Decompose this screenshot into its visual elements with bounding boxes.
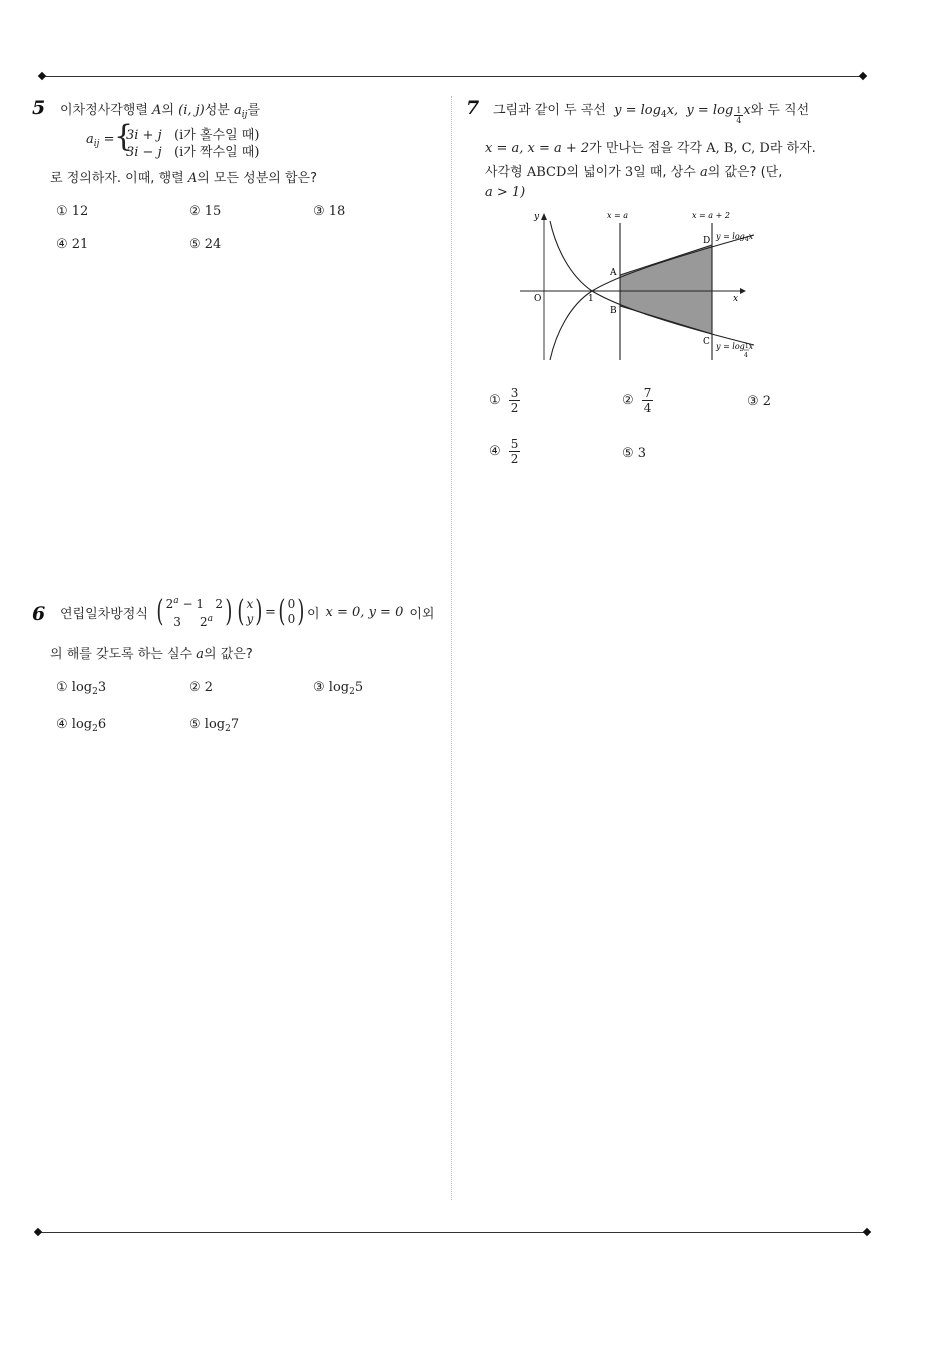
choice-text: log <box>71 680 93 695</box>
text: 의 값은? (단, <box>707 165 783 180</box>
choice-mark: ③ <box>313 680 325 695</box>
area-value: 3 <box>624 165 634 180</box>
choice-mark: ④ <box>56 717 68 732</box>
text: 그림과 같이 두 곡선 <box>493 103 606 118</box>
element-subscript: ij <box>241 110 248 120</box>
choice-mark: ④ <box>489 444 501 459</box>
entry: x <box>246 597 254 611</box>
text: 의 모든 성분의 합은? <box>197 171 317 186</box>
right-paren: ) <box>297 594 305 629</box>
choice-5[interactable]: ⑤ 24 <box>189 237 222 252</box>
bottom-rule <box>38 1232 868 1233</box>
choice-fraction <box>509 437 521 466</box>
quadrilateral-name: ABCD <box>526 165 567 180</box>
variable: a <box>196 647 205 662</box>
question-text-line-3 <box>485 161 782 180</box>
question-text-line-2 <box>50 167 317 186</box>
text: 의 <box>161 103 174 118</box>
equations: x = a, x = a + 2 <box>485 141 590 156</box>
choice-text: 3 <box>637 446 647 461</box>
x-axis-arrow <box>740 288 746 294</box>
left-paren: ( <box>156 594 164 629</box>
curve-label-text: y = log <box>716 342 745 351</box>
label-x-equals-a: x = a <box>607 211 629 220</box>
definition-lhs <box>86 132 114 149</box>
choice-1[interactable] <box>489 386 520 415</box>
log-base: 4 <box>660 110 667 120</box>
case-condition: (i가 짝수일 때) <box>174 145 260 160</box>
top-rule-right-diamond <box>859 72 867 80</box>
label-curve-log-quarter-den: 4 <box>744 352 748 359</box>
bottom-rule-left-diamond <box>34 1228 42 1236</box>
label-curve-log-quarter <box>715 342 754 351</box>
log-base-fraction <box>734 106 743 125</box>
label-curve-log4 <box>715 232 754 243</box>
denominator: 2 <box>510 401 519 415</box>
label-x-equals-a-plus-2: x = a + 2 <box>692 211 730 220</box>
choice-text: log <box>71 717 93 732</box>
left-brace: { <box>114 119 134 154</box>
matrix-symbol: A <box>187 171 198 186</box>
variable: a <box>699 165 708 180</box>
choice-mark: ⑤ <box>189 717 201 732</box>
choice-subscript: 2 <box>92 724 98 734</box>
choice-subscript: 2 <box>92 687 98 697</box>
curve-1: y = log <box>614 103 661 118</box>
entry: 2 <box>165 597 174 611</box>
text: 의 해를 갖도록 하는 실수 <box>50 647 193 662</box>
curve-label-end: x <box>748 232 754 241</box>
curve-2: y = log <box>686 103 734 118</box>
entry: 3 <box>173 615 181 629</box>
curve-2-end: x <box>743 103 751 118</box>
text: 로 정의하자. 이때, 행렬 <box>50 171 184 186</box>
choice-mark: ⑤ <box>622 446 634 461</box>
entry: 0 <box>287 612 296 626</box>
top-rule-left-diamond <box>38 72 46 80</box>
choice-2[interactable]: ② 15 <box>189 204 222 219</box>
question-number: 6 <box>32 603 46 625</box>
choice-argument: 6 <box>97 717 107 732</box>
bottom-rule-right-diamond <box>863 1228 871 1236</box>
choice-argument: 5 <box>354 680 364 695</box>
text: 이 <box>306 606 320 622</box>
entry: 2 <box>199 615 208 629</box>
exponent: a <box>173 596 179 606</box>
choice-mark: ① <box>56 680 68 695</box>
index-pair: (i, j) <box>178 103 205 118</box>
text: 일 때, 상수 <box>633 165 696 180</box>
text: 연립일차방정식 <box>60 606 148 622</box>
choice-fraction <box>509 386 521 415</box>
point-names: A, B, C, D <box>706 141 770 156</box>
choice-argument: 7 <box>230 717 240 732</box>
exponent: a <box>207 614 213 624</box>
entry: y <box>246 612 254 626</box>
variable-vector <box>247 597 254 627</box>
choice-argument: 3 <box>97 680 107 695</box>
case-expression: 3i − j <box>126 145 162 160</box>
curve-1-end: x, <box>666 103 679 118</box>
numerator: 1 <box>736 106 742 115</box>
choice-4[interactable] <box>56 717 106 734</box>
element-symbol: a <box>234 103 242 118</box>
label-point-C: C <box>703 337 710 347</box>
label-y: y <box>534 212 540 222</box>
lhs-symbol: a <box>86 132 94 147</box>
text: 의 값은? <box>204 647 253 662</box>
zero-vector <box>288 597 296 627</box>
question-text-line-2 <box>50 643 253 662</box>
choice-4[interactable]: ④ 21 <box>56 237 89 252</box>
label-one: 1 <box>588 294 594 304</box>
choice-3[interactable]: ③ 18 <box>313 204 346 219</box>
entry: − 1 <box>178 597 204 611</box>
choice-5[interactable] <box>189 717 239 734</box>
choice-text: log <box>328 680 350 695</box>
choice-mark: ② <box>189 680 201 695</box>
equals-sign: = <box>103 132 115 147</box>
text: 성분 <box>204 103 230 118</box>
question-number: 5 <box>32 97 46 119</box>
choice-subscript: 2 <box>349 687 355 697</box>
choice-2[interactable] <box>189 680 213 695</box>
denominator: 4 <box>736 116 742 125</box>
choice-3[interactable] <box>747 394 771 409</box>
text: 이차정사각행렬 <box>60 103 148 118</box>
question-text-line-2 <box>485 137 816 156</box>
curve-label-text: y = log <box>716 232 745 241</box>
choice-1[interactable] <box>56 680 106 697</box>
label-point-A: A <box>610 268 617 278</box>
left-paren: ( <box>278 594 286 629</box>
label-point-D: D <box>703 236 711 246</box>
entry: 0 <box>287 597 296 611</box>
question-text-line-1 <box>493 99 809 125</box>
choice-mark: ② <box>622 393 634 408</box>
left-paren: ( <box>237 594 245 629</box>
numerator: 5 <box>510 437 519 451</box>
y-axis-arrow <box>541 213 547 220</box>
top-rule <box>42 76 864 77</box>
curve-label-base: 4 <box>744 236 749 243</box>
choice-4[interactable] <box>489 437 520 466</box>
question-text-line-4: a > 1) <box>485 185 526 200</box>
matrix-row-2 <box>166 612 223 630</box>
entry: 2 <box>215 597 224 611</box>
case-expression: 3i + j <box>126 128 162 143</box>
numerator: 3 <box>510 386 519 400</box>
curve-label-base-numerator: 1 <box>744 343 749 350</box>
text: 이외 <box>409 606 435 622</box>
condition: x = 0, y = 0 <box>325 604 404 620</box>
question-text-line-1 <box>60 594 434 630</box>
lhs-subscript: ij <box>93 139 100 149</box>
choice-text: log <box>204 717 226 732</box>
choice-5[interactable] <box>622 446 646 461</box>
label-x: x <box>733 294 739 304</box>
column-divider <box>451 96 452 1200</box>
equals-sign: = <box>265 604 276 620</box>
matrix-row-1 <box>166 594 223 612</box>
choice-fraction <box>642 386 654 415</box>
right-paren: ) <box>255 594 263 629</box>
numerator: 7 <box>643 386 652 400</box>
text: 의 넓이가 <box>566 165 621 180</box>
choice-subscript: 2 <box>225 724 231 734</box>
choice-2[interactable] <box>622 386 653 415</box>
label-origin: O <box>534 294 542 304</box>
choice-text: 2 <box>762 394 772 409</box>
coefficient-matrix <box>166 594 223 630</box>
matrix-symbol: A <box>152 103 162 118</box>
choice-text: 2 <box>204 680 214 695</box>
curve-label-end: x <box>748 342 754 351</box>
denominator: 2 <box>510 452 519 466</box>
case-2 <box>126 141 259 160</box>
question-number: 7 <box>466 97 480 119</box>
choice-mark: ③ <box>747 394 759 409</box>
graph-figure <box>512 205 772 365</box>
text: 와 두 직선 <box>750 103 810 118</box>
label-point-B: B <box>610 306 617 316</box>
right-paren: ) <box>225 594 233 629</box>
question-text-line-1 <box>60 99 260 120</box>
choice-3[interactable] <box>313 680 363 697</box>
text: 사각형 <box>485 165 523 180</box>
text: 를 <box>247 103 261 118</box>
choice-1[interactable]: ① 12 <box>56 204 89 219</box>
text: 가 만나는 점을 각각 <box>589 141 703 156</box>
case-condition: (i가 홀수일 때) <box>174 128 260 143</box>
text: 라 하자. <box>769 141 816 156</box>
denominator: 4 <box>643 401 652 415</box>
choice-mark: ① <box>489 393 501 408</box>
